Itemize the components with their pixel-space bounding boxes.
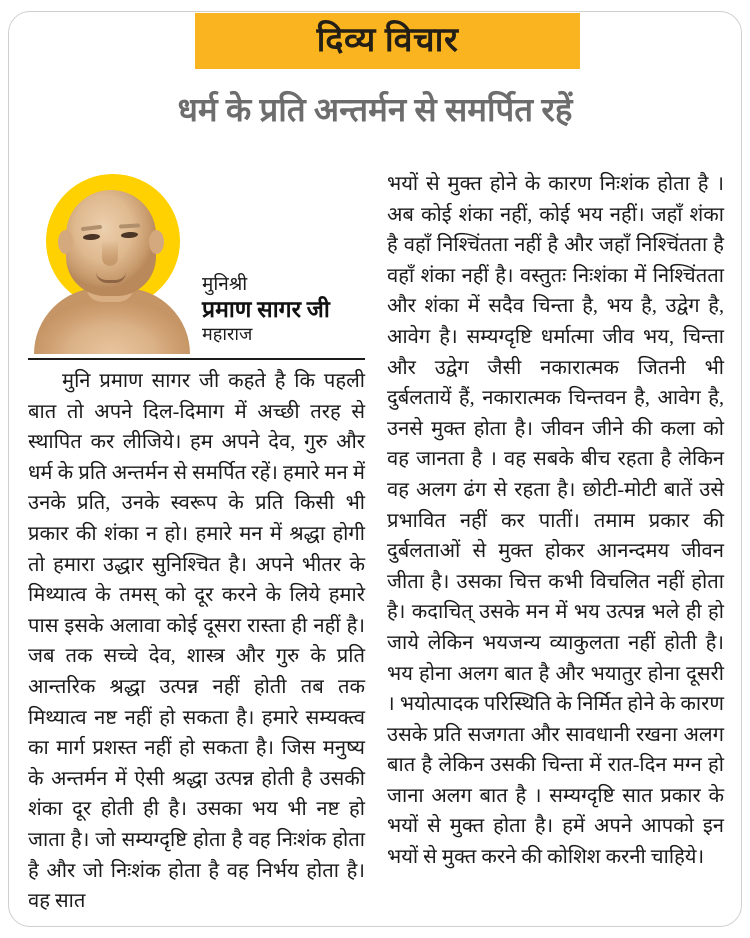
byline-name: प्रमाण सागर जी	[202, 297, 330, 322]
byline	[194, 273, 365, 354]
monk-nose	[102, 240, 118, 266]
article-body-right: भयों से मुक्त होने के कारण निःशंक होता है । अब कोई शंका नहीं, कोई भय नहीं। जहाँ शंका है वहाँ निश्चिंतता नहीं है और जहाँ निश्चिंतता है वहाँ शंका नहीं है। वस्तुतः निःशंका में निश्चिंतता और शंका में सदैव चिन्ता है, भय है, उद्वेग है, आवेग है। सम्यग्दृष्टि धर्मात्मा जीव भय, चिन्ता और उद्वेग जैसी नकारात्मक जितनी भी दुर्बलतायें हैं, नकारात्मक चिन्तवन है, आवेग है, उनसे मुक्त होता है। जीवन जीने की कला को वह जानता है । वह सबके बीच रहता है लेकिन वह अलग ढंग से रहता है। छोटी-मोटी बातें उसे प्रभावित नहीं कर पातीं। तमाम प्रकार की दुर्बलताओं से मुक्त होकर आनन्दमय जीवन जीता है। उसका चित्त कभी विचलित नहीं होता है। कदाचित् उसके मन में भय उत्पन्न भले ही हो जाये लेकिन भयजन्य व्याकुलता नहीं होती है। भय होना अलग बात है और भयातुर होना दूसरी । भयोत्पादक परिस्थिति के निर्मित होने के कारण उसके प्रति सजगता और सावधानी रखना अलग बात है लेकिन उसकी चिन्ता में रात-दिन मग्न हो जाना अलग बात है । सम्यग्दृष्टि सात प्रकार के भयों से मुक्त होता है। हमें अपने आपको इन भयों से मुक्त करने की कोशिश करनी चाहिये।	[387, 173, 724, 869]
left-column	[28, 168, 365, 923]
monk-portrait-image	[28, 168, 194, 354]
article-body-left: मुनि प्रमाण सागर जी कहते है कि पहली बात तो अपने दिल-दिमाग में अच्छी तरह से स्थापित कर लीजिये। हम अपने देव, गुरु और धर्म के प्रति अन्तर्मन से समर्पित रहें। हमारे मन में उनके प्रति, उनके स्वरूप के प्रति किसी भी प्रकार की शंका न हो। हमारे मन में श्रद्धा होगी तो हमारा उद्धार सुनिश्चित है। अपने भीतर के मिथ्यात्व के तमस् को दूर करने के लिये हमारे पास इसके अलावा कोई दूसरा रास्ता ही नहीं है। जब तक सच्चे देव, शास्त्र और गुरु के प्रति आन्तरिक श्रद्धा उत्पन्न नहीं होती तब तक मिथ्यात्व नष्ट नहीं हो सकता है। हमारे सम्यक्त्व का मार्ग प्रशस्त नहीं हो सकता है। जिस मनुष्य के अन्तर्मन में ऐसी श्रद्धा उत्पन्न होती है उसकी शंका दूर होती ही है। उसका भय भी नष्ट हो जाता है। जो सम्यग्दृष्टि होता है वह निःशंक होता है और जो निःशंक होता है वह निर्भय होता है। वह सात	[28, 370, 365, 913]
article-columns	[28, 168, 724, 923]
masthead-banner	[195, 13, 580, 69]
right-column	[387, 168, 724, 923]
byline-suffix: महाराज	[202, 324, 253, 345]
article-headline: धर्म के प्रति अन्तर्मन से समर्पित रहें	[177, 93, 573, 129]
monk-ear-left	[58, 230, 73, 254]
byline-honorific: मुनिश्री	[202, 273, 248, 295]
masthead-title: दिव्य विचार	[316, 22, 459, 59]
byline-divider	[28, 358, 365, 360]
monk-ear-right	[149, 230, 164, 254]
portrait-block	[28, 168, 365, 354]
